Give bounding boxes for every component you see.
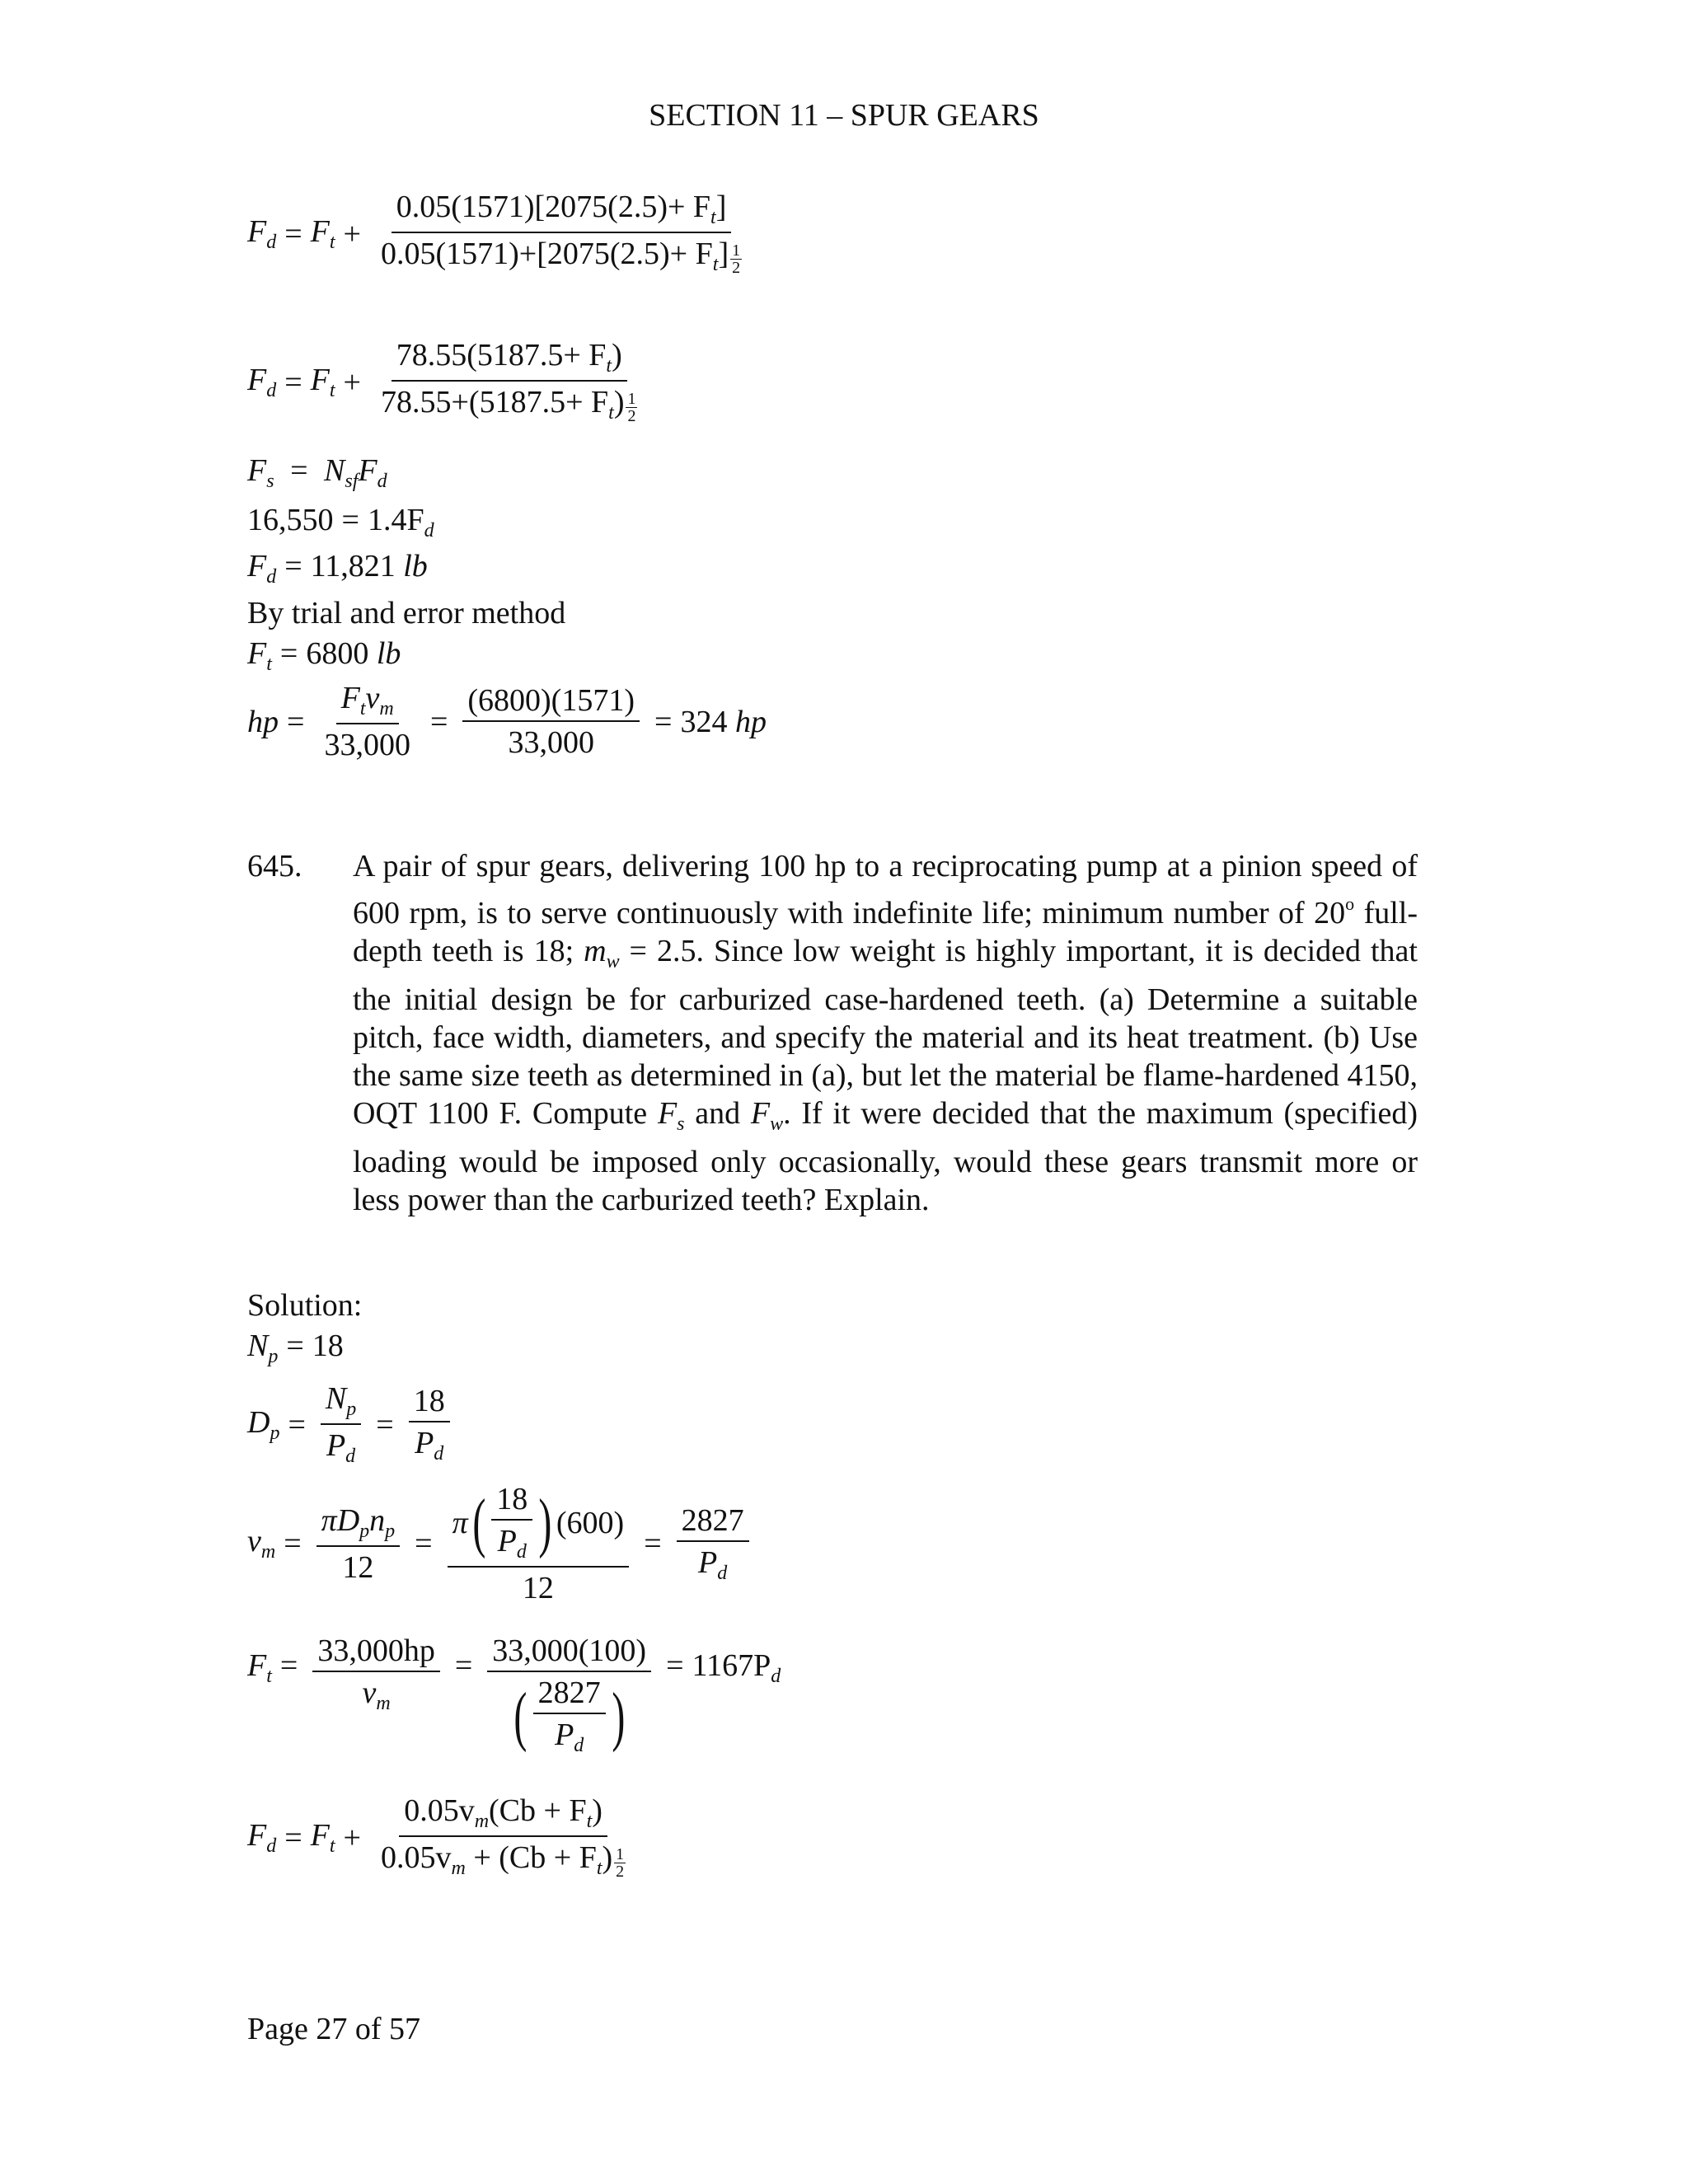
fraction: $\frac{N_p}{P_d}$ [321,1383,361,1466]
equation-vm: $v_m$ = $\frac{\pi D_pn_p}{12}$ = π ( $\frac{18}{P_d}$ ) (600) 12 = $\frac{2827}{P_d}$ [247,1483,756,1604]
trial-text: By trial and error method [247,596,566,630]
equation-16550: $16,550 = 1.4F_d$ [247,503,434,541]
fraction: 33,000(100) ( $\frac{2827}{P_d}$ ) [487,1635,651,1755]
page-footer: Page 27 of 57 [247,2012,421,2046]
fraction: $\frac{(6800)(1571)}{33,000}$ [462,685,640,758]
equation-dp: $D_p$ = $\frac{N_p}{P_d}$ = $\frac{18}{P_d}$ [247,1383,457,1466]
equation-fd-result: $F_d = 11,821$ lb [247,549,428,588]
fraction: $0.05(1571)[2075(2.5)+ F_t]$ $0.05(1571)+[2075(2.5)+ F_t]$ $\frac{1}{2}$ [380,190,741,277]
equation-hp: hp = $\frac{F_tv_m}{33,000}$ = $\frac{(6800)(1571)}{33,000}$ = 324 hp [247,681,767,762]
equation-fd-solution: $F_d$ = $F_t$ + $0.05v_m(Cb + F_t)$ $0.05v_m + (Cb + F_t)$ $\frac{1}{2}$ [247,1795,637,1880]
equation-ft-solution: $F_t$ = $\frac{33,000hp}{v_m}$ = 33,000(100) ( $\frac{2827}{P_d}$ ) = $1167P_d$ [247,1633,781,1756]
fraction: $0.05v_m(Cb + F_t)$ $0.05v_m + (Cb + F_t)$ $\frac{1}{2}$ [380,1793,625,1881]
problem-text: A pair of spur gears, delivering 100 hp to a reciprocating pump at a pinion speed of 600 rpm, is to serve continuously with indefinite life; minimum number of 20$^o$ full-depth teeth is 18; $m_w = 2.5$. Since low weight is highly important, it is decided that the initial design be for carburized case-hardened teeth. (a) Determine a suitable pitch, face width, diameters, and specify the material and its heat treatment. (b) Use the same size teeth as determined in (a), but let the material be flame-hardened 4150, OQT 1100 F. Compute $F_s$ and $F_w$. If it were decided that the maximum (specified) loading would be imposed only occasionally, would these gears transmit more or less power than the carburized teeth? Explain. [353,849,1418,1217]
problem-number: 645. [247,849,302,883]
equation-fs: $F_s = N_{sf}F_d$ [247,453,387,492]
fraction: $\frac{18}{P_d}$ [409,1385,450,1464]
equation-ft: $F_t = 6800$ lb [247,636,401,675]
solution-label: Solution: [247,1288,363,1323]
fraction: $\frac{F_tv_m}{33,000}$ [324,681,410,762]
fraction: $\frac{33,000hp}{v_m}$ [312,1635,440,1713]
equation-fd-2: $F_d$ = $F_t$ + $78.55(5187.5+ F_t)$ $78.55+(5187.5+ F_t)$ $\frac{1}{2}$ [247,340,649,424]
fraction: $\frac{\pi D_pn_p}{12}$ [316,1505,400,1583]
fraction: $\frac{2827}{P_d}$ [677,1505,749,1583]
problem-645 [247,847,1418,1219]
fraction: π ( $\frac{18}{P_d}$ ) (600) 12 [448,1483,630,1604]
equation-fd-1: $F_d$ = $F_t$ + $0.05(1571)[2075(2.5)+ F_t]$ $0.05(1571)+[2075(2.5)+ F_t]$ $\frac{1}{2}$ [247,191,753,276]
equation-np: $N_p = 18$ [247,1329,344,1367]
fraction: $78.55(5187.5+ F_t)$ $78.55+(5187.5+ F_t)$ $\frac{1}{2}$ [380,338,636,425]
page-header: SECTION 11 – SPUR GEARS [649,98,1039,133]
